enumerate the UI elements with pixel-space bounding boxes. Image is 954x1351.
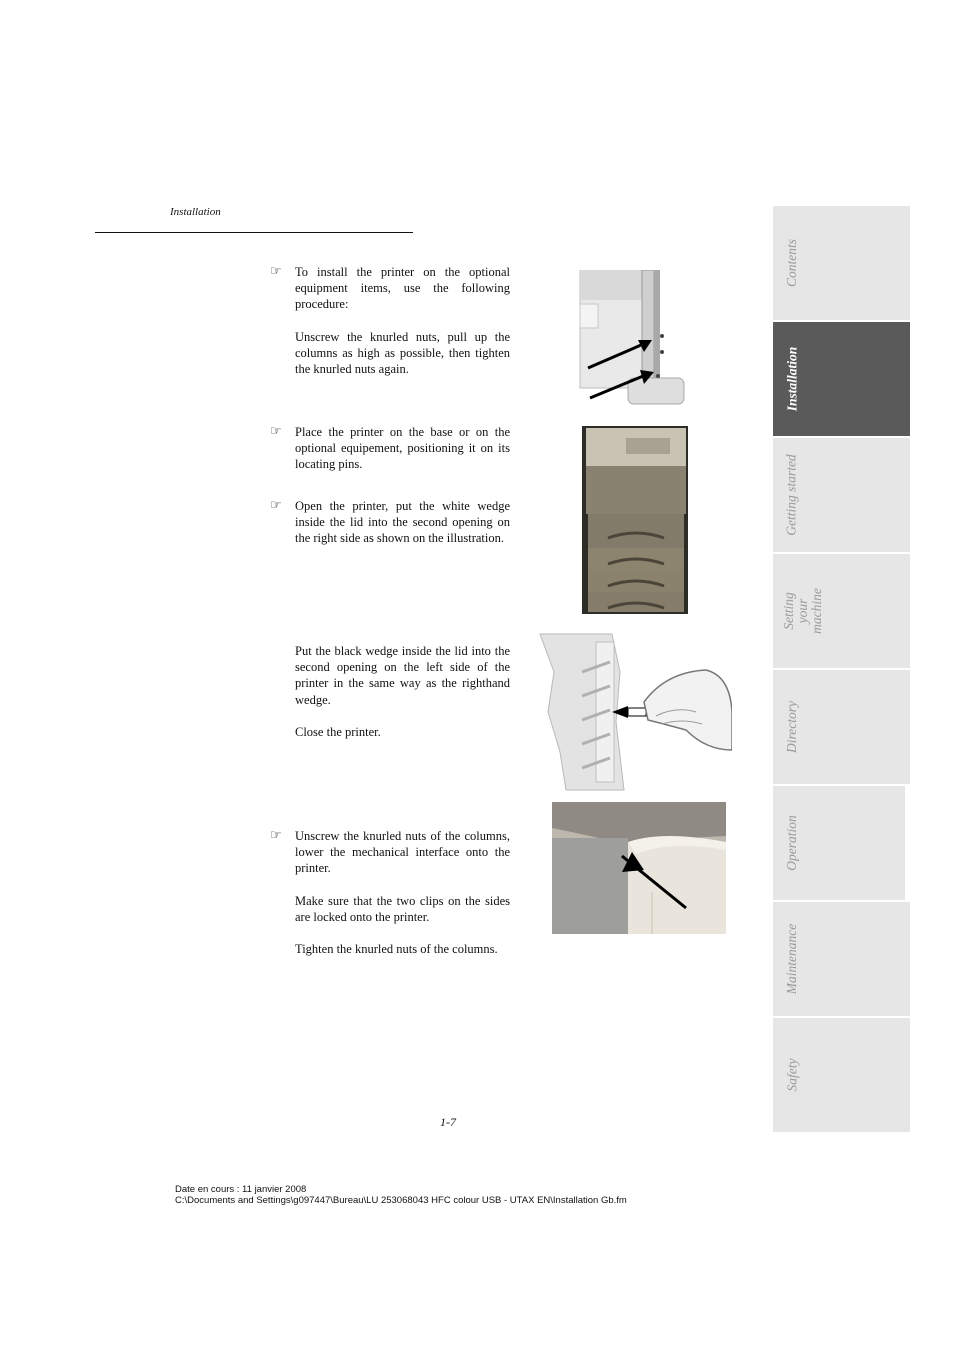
columns-illustration xyxy=(578,270,686,406)
tab-operation[interactable] xyxy=(773,786,905,900)
tab-label: Operation xyxy=(784,815,799,871)
tab-label: Safety xyxy=(784,1058,799,1092)
tab-setting-your-machine[interactable] xyxy=(773,554,910,668)
pointing-hand-icon: ☞ xyxy=(270,424,282,439)
tab-label: Contents xyxy=(784,238,800,288)
tab-contents[interactable] xyxy=(773,206,910,320)
step-2-instruction: Place the printer on the base or on the optional equipement, positioning it on its locating pins. xyxy=(295,425,510,472)
step-1-intro: To install the printer on the optional equipment items, use the following procedure: xyxy=(295,265,510,312)
tab-safety[interactable] xyxy=(773,1018,910,1132)
step-5-tighten: Tighten the knurled nuts of the columns. xyxy=(295,942,498,957)
wedge-insertion-illustration xyxy=(536,632,732,792)
clip-closeup-photo xyxy=(552,802,726,934)
tab-label: Maintenance xyxy=(784,923,800,995)
step-3-instruction: Open the printer, put the white wedge inside the lid into the second opening on the right side as shown on the illustration. xyxy=(295,499,510,546)
footer-date: Date en cours : 11 janvier 2008 xyxy=(175,1184,307,1195)
tab-getting-started[interactable] xyxy=(773,438,910,552)
pointing-hand-icon: ☞ xyxy=(270,828,282,843)
tab-label: Setting your machine xyxy=(781,588,825,634)
tab-maintenance[interactable] xyxy=(773,902,910,1016)
step-1-instruction: Unscrew the knurled nuts, pull up the columns as high as possible, then tighten the knurled nuts again. xyxy=(295,329,510,377)
tab-label: Directory xyxy=(784,701,800,753)
header-rule xyxy=(95,232,413,233)
step-1 xyxy=(270,264,510,377)
tab-label: Installation xyxy=(784,346,799,412)
footer-path: C:\Documents and Settings\g097447\Bureau\LU 253068043 HFC colour USB - UTAX EN\Installation Gb.fm xyxy=(175,1195,627,1206)
page-number: 1-7 xyxy=(440,1115,456,1129)
pointing-hand-icon: ☞ xyxy=(270,264,282,279)
tab-installation[interactable] xyxy=(773,322,910,436)
tab-label: Getting started xyxy=(784,454,799,536)
step-5-instruction: Unscrew the knurled nuts of the columns, lower the mechanical interface onto the printer. xyxy=(295,829,510,876)
step-4-instruction: Put the black wedge inside the lid into the second opening on the left side of the printer in the same way as the righthand wedge. xyxy=(295,644,510,707)
pointing-hand-icon: ☞ xyxy=(270,498,282,513)
step-3 xyxy=(270,498,510,547)
step-4-close: Close the printer. xyxy=(295,724,381,739)
tab-directory[interactable] xyxy=(773,670,910,784)
step-4 xyxy=(270,643,510,740)
step-5-check: Make sure that the two clips on the sides are locked onto the printer. xyxy=(295,893,510,924)
step-2 xyxy=(270,424,510,473)
printer-on-base-photo xyxy=(556,424,690,616)
running-head: Installation xyxy=(170,206,221,218)
step-5 xyxy=(270,828,510,957)
